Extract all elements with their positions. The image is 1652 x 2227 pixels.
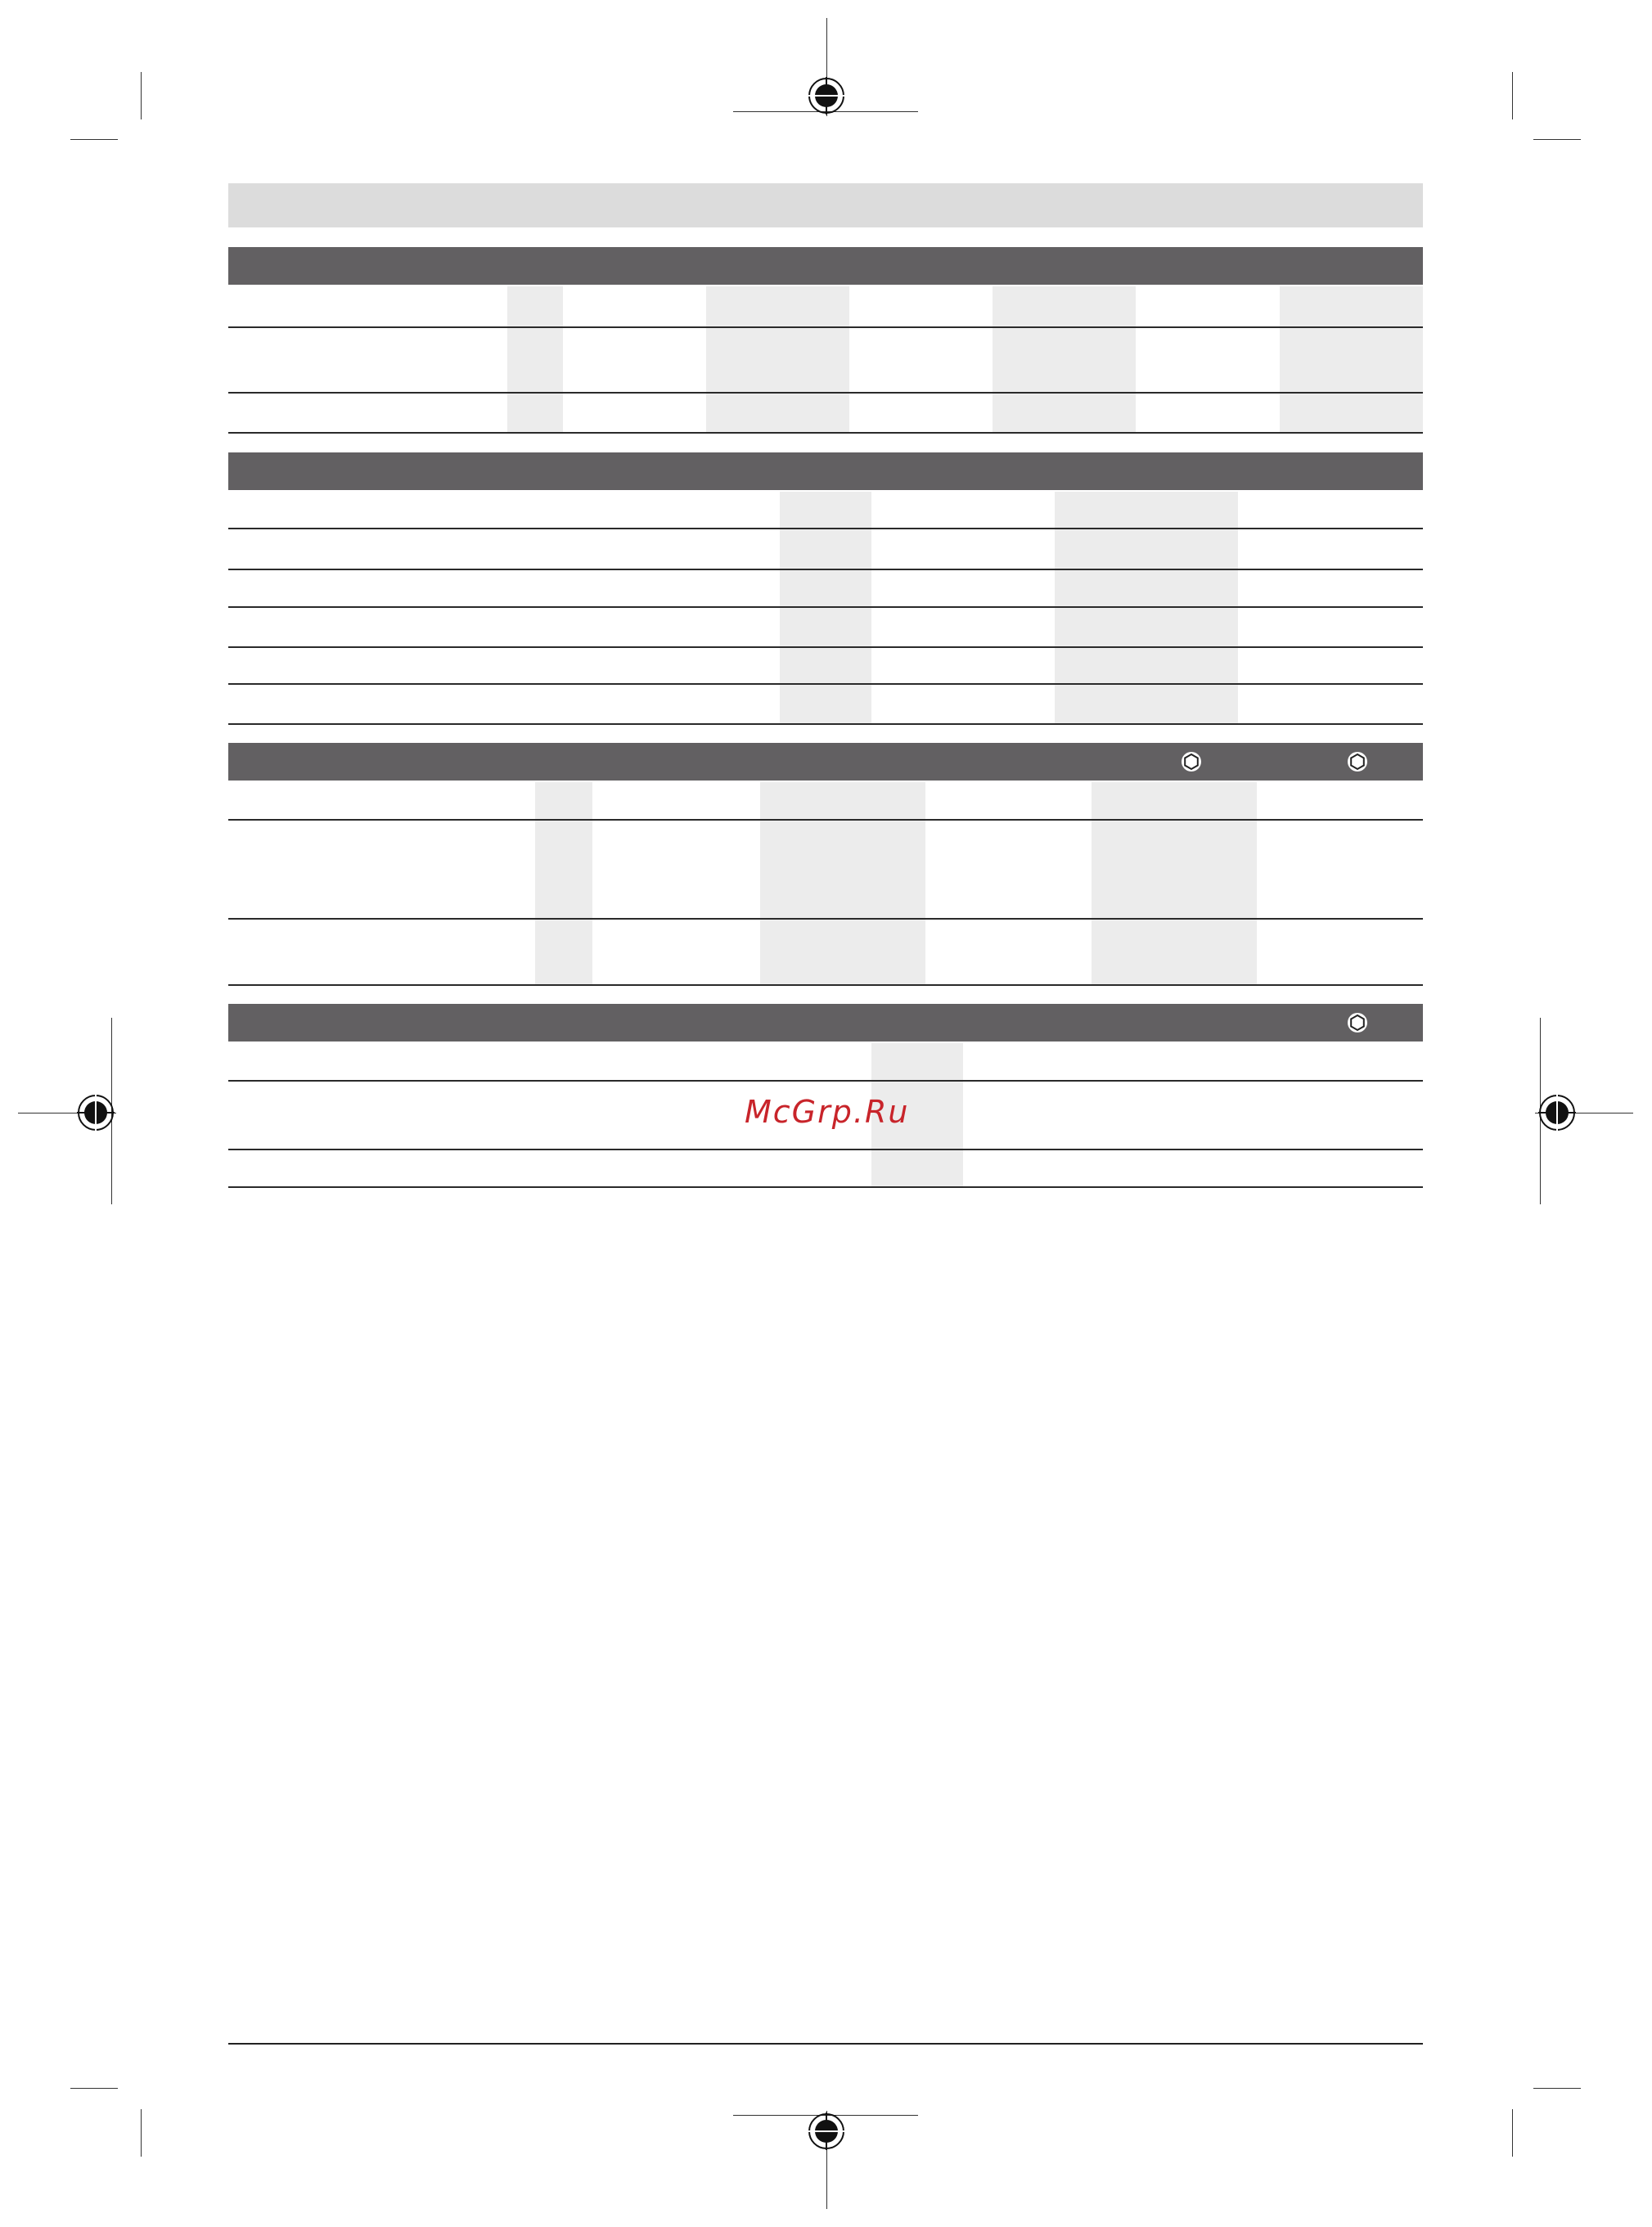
column-shade [535, 782, 592, 984]
table-row-divider [228, 723, 1423, 725]
column-shade [760, 782, 925, 984]
section-header [228, 247, 1423, 285]
table-row-divider [228, 606, 1423, 608]
column-shade [993, 286, 1136, 432]
table-row-divider [228, 984, 1423, 986]
table-row-divider [228, 683, 1423, 685]
registration-mark-icon [77, 1094, 115, 1131]
page-title-bar [228, 183, 1423, 227]
section-header [228, 1004, 1423, 1042]
column-shade [1280, 286, 1423, 432]
table-row-divider [228, 569, 1423, 570]
registration-mark-icon [1538, 1094, 1576, 1131]
hexagon-icon [1181, 751, 1202, 772]
hexagon-icon [1347, 751, 1368, 772]
column-shade [1092, 782, 1257, 984]
watermark-text: McGrp.Ru [745, 1094, 910, 1130]
registration-mark-icon [808, 2112, 845, 2150]
table-row-divider [228, 1149, 1423, 1150]
column-shade [706, 286, 849, 432]
table-row-divider [228, 392, 1423, 394]
table-row-divider [228, 326, 1423, 328]
section-header [228, 743, 1423, 781]
table-row-divider [228, 528, 1423, 529]
table-row-divider [228, 432, 1423, 434]
table-row-divider [228, 1080, 1423, 1082]
hexagon-icon [1347, 1012, 1368, 1033]
column-shade [507, 286, 563, 432]
table-row-divider [228, 918, 1423, 920]
footer-rule [228, 2043, 1423, 2045]
registration-mark-icon [808, 77, 845, 115]
section-header [228, 452, 1423, 490]
table-row-divider [228, 819, 1423, 821]
table-row-divider [228, 1186, 1423, 1188]
table-row-divider [228, 646, 1423, 648]
